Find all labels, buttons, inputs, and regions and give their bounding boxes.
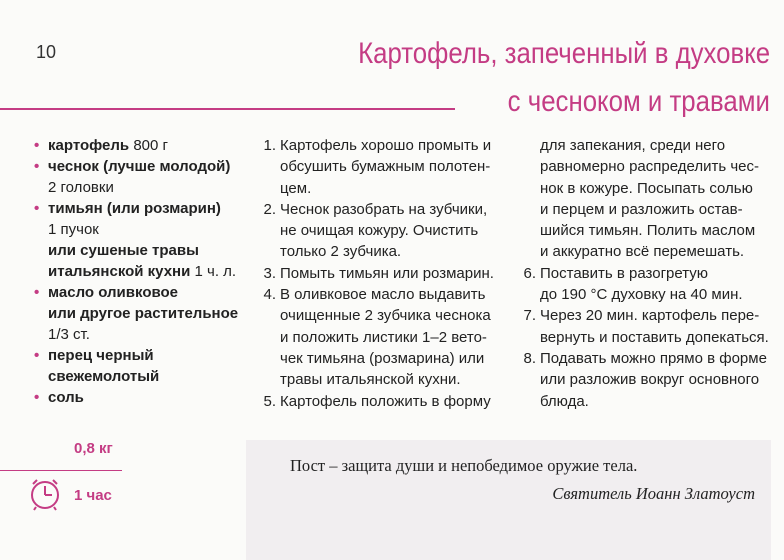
- ingredient-item: [34, 261, 249, 282]
- page-number: 10: [36, 42, 57, 62]
- step-text-line: равномерно распределить чес-: [540, 158, 759, 176]
- clock-icon: [28, 477, 62, 511]
- ingredient-name: перец черный: [48, 347, 154, 364]
- ingredient-item: [34, 303, 249, 324]
- step-text-line: блюда.: [540, 392, 589, 410]
- ingredient-name: свежемолотый: [48, 368, 160, 385]
- ingredient-amount: 800 г: [129, 137, 168, 154]
- step-number: 6.: [523, 264, 536, 282]
- ingredient-item: [34, 282, 249, 303]
- ingredient-item: [34, 240, 249, 261]
- step-text-line: Через 20 мин. картофель пере-: [540, 307, 760, 325]
- time-value: 1 час: [74, 487, 112, 504]
- step-text-line: очищенные 2 зубчика чеснока: [280, 307, 491, 325]
- steps-column-1: [258, 135, 503, 412]
- step-item: [518, 263, 778, 306]
- step-item: [518, 135, 778, 263]
- step-number: 8.: [523, 349, 536, 367]
- step-text-line: шийся тимьян. Полить маслом: [540, 222, 756, 240]
- step-item: [258, 199, 503, 263]
- ingredient-item: [34, 219, 249, 240]
- step-text-line: для запекания, среди него: [540, 137, 726, 154]
- ingredient-item: [34, 324, 249, 345]
- ingredient-name: соль: [48, 389, 84, 406]
- step-text-line: нок в кожуре. Посыпать солью: [540, 179, 753, 197]
- step-text-line: или разложив вокруг основного: [540, 371, 760, 389]
- step-text-line: Картофель положить в форму: [280, 392, 491, 410]
- title-underline: [0, 108, 455, 110]
- step-text-line: и перцем и разложить остав-: [540, 200, 743, 218]
- ingredient-name: или сушеные травы: [48, 242, 199, 259]
- ingredient-item: [34, 345, 249, 366]
- step-text-line: В оливковое масло выдавить: [280, 286, 486, 304]
- ingredient-item: [34, 366, 249, 387]
- ingredient-amount: 1/3 ст.: [48, 326, 90, 343]
- step-item: [258, 284, 503, 390]
- step-text-line: цем.: [280, 179, 312, 197]
- step-text-line: Подавать можно прямо в форме: [540, 349, 767, 367]
- step-item: [518, 305, 778, 348]
- step-text-line: и положить листики 1–2 вето-: [280, 328, 487, 346]
- ingredient-item: [34, 177, 249, 198]
- step-item: [258, 391, 503, 412]
- step-item: [518, 348, 778, 412]
- ingredient-item: [34, 387, 249, 408]
- ingredient-name: тимьян (или розмарин): [48, 200, 221, 217]
- step-number: 3.: [263, 264, 276, 282]
- ingredient-amount: 1 пучок: [48, 221, 99, 238]
- step-text-line: обсушить бумажным полотен-: [280, 158, 491, 176]
- ingredient-name: чеснок (лучше молодой): [48, 158, 231, 175]
- step-number: 2.: [263, 200, 276, 218]
- ingredient-item: [34, 135, 249, 156]
- ingredient-name: итальянской кухни: [48, 263, 191, 280]
- step-text-line: Чеснок разобрать на зубчики,: [280, 200, 488, 218]
- step-text-line: травы итальянской кухни.: [280, 371, 461, 389]
- step-number: 4.: [263, 286, 276, 304]
- step-text-line: Помыть тимьян или розмарин.: [280, 264, 494, 282]
- ingredient-amount: 2 головки: [48, 179, 114, 196]
- step-text-line: Картофель хорошо промыть и: [280, 137, 492, 154]
- quote-text: Пост – защита души и непобедимое оружие тела.: [290, 456, 638, 475]
- quote-box: [246, 440, 771, 560]
- ingredient-item: [34, 156, 249, 177]
- ingredients-list: [34, 135, 249, 408]
- step-text-line: только 2 зубчика.: [280, 243, 402, 261]
- ingredient-name: масло оливковое: [48, 284, 179, 301]
- step-text-line: и аккуратно всё перемешать.: [540, 243, 745, 261]
- step-text-line: до 190 °С духовку на 40 мин.: [540, 286, 743, 304]
- quote-author: Святитель Иоанн Златоуст: [552, 484, 755, 503]
- step-number: 1.: [263, 137, 276, 154]
- steps-column-2: [518, 135, 778, 412]
- ingredient-amount: 1 ч. л.: [190, 263, 237, 280]
- ingredient-name: или другое растительное: [48, 305, 239, 322]
- ingredient-item: [34, 198, 249, 219]
- ingredient-name: картофель: [48, 137, 130, 154]
- step-text-line: не очищая кожуру. Очистить: [280, 222, 479, 240]
- step-text-line: Поставить в разогретую: [540, 264, 709, 282]
- step-number: 7.: [523, 307, 536, 325]
- recipe-title-line-1: Картофель, запеченный в духовке: [357, 37, 770, 70]
- weight-value: 0,8 кг: [74, 440, 113, 457]
- step-item: [258, 135, 503, 199]
- step-number: 5.: [263, 392, 276, 410]
- step-item: [258, 263, 503, 284]
- step-text-line: чек тимьяна (розмарина) или: [280, 349, 485, 367]
- divider-line: [0, 470, 122, 471]
- recipe-title-line-2: с чесноком и травами: [507, 85, 770, 118]
- step-text-line: вернуть и поставить допекаться.: [540, 328, 769, 346]
